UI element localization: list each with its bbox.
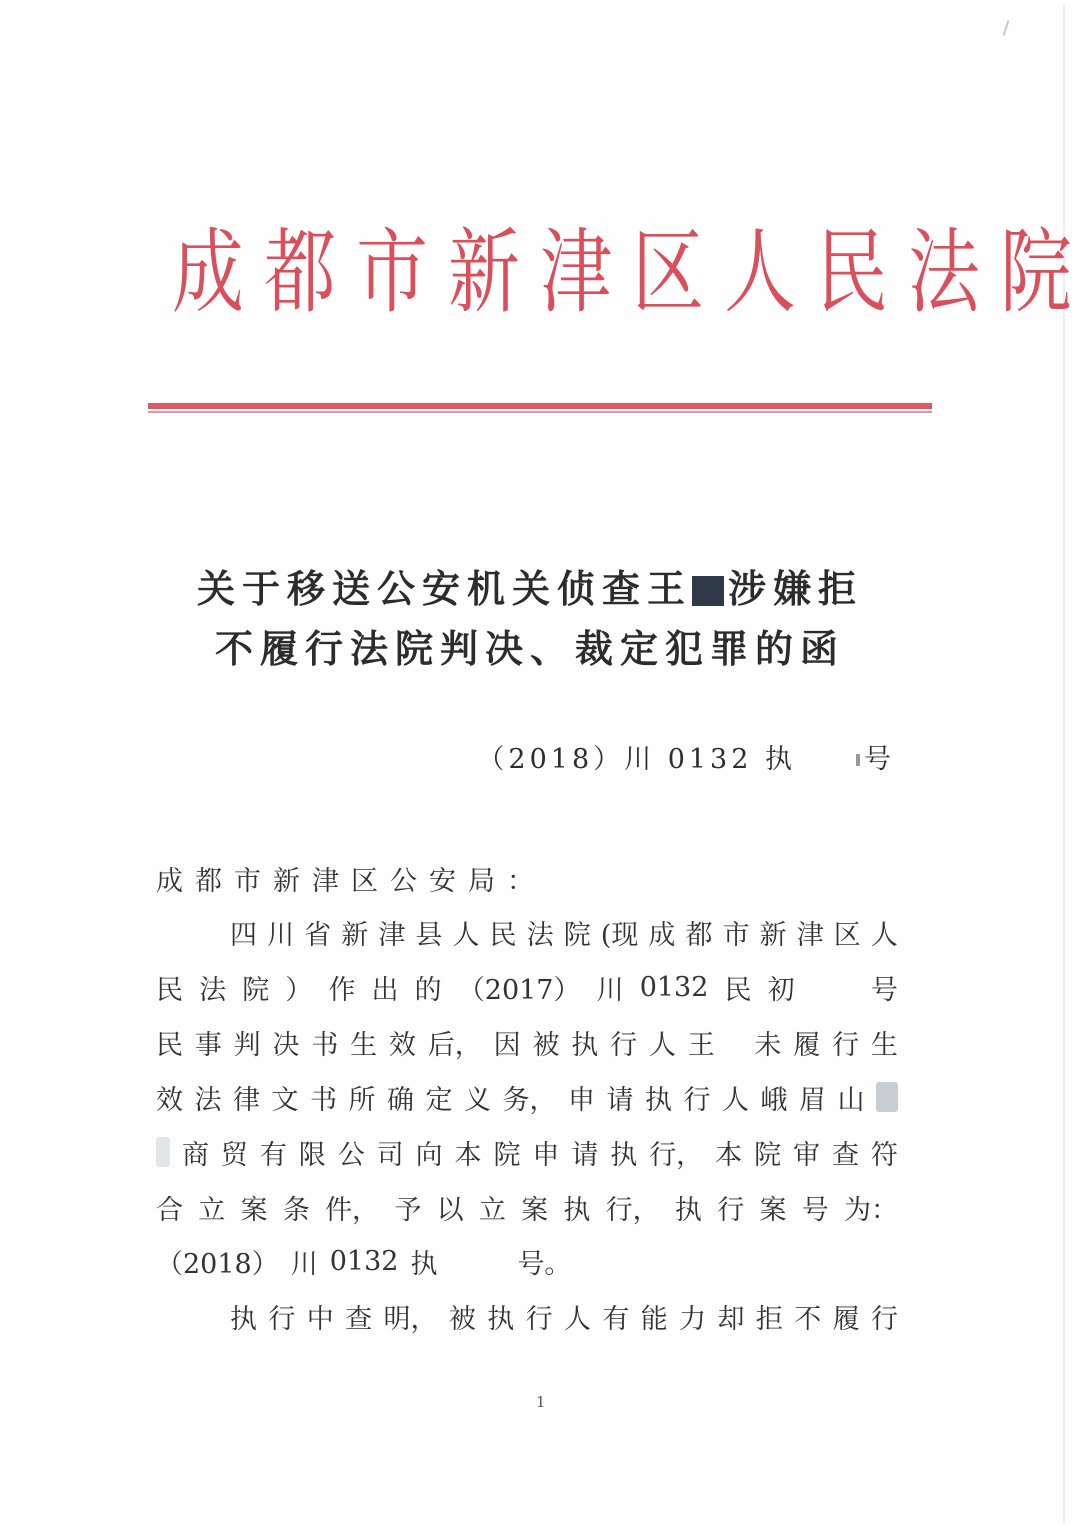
text-char: （2017） [457, 974, 581, 1006]
text-char: 川 [267, 919, 295, 951]
text-char: 以 [436, 1194, 464, 1226]
text-char: 明， [383, 1303, 438, 1335]
text-char: 公 [337, 1139, 365, 1171]
red-header-rule [148, 403, 932, 409]
text-char: 立 [478, 1194, 506, 1226]
text-char: 行 [525, 1303, 553, 1335]
text-char: 后， [427, 1029, 482, 1061]
redaction-block [692, 576, 724, 606]
text-char: ） [285, 974, 313, 1006]
text-char: 行 [683, 1084, 711, 1116]
text-char: 王 [687, 1029, 715, 1061]
text-char: 案 [759, 1194, 787, 1226]
masthead-char: 市 [356, 219, 428, 326]
text-char: 津 [796, 919, 824, 951]
text-char: 峨 [760, 1084, 788, 1116]
text-char: 四 [230, 919, 257, 951]
redaction-block [156, 1137, 170, 1167]
text-char: (现 [600, 919, 639, 951]
page-number: 1 [536, 1393, 546, 1411]
body-line [156, 1241, 898, 1281]
text-char: 书 [311, 1029, 339, 1061]
text-char: 申 [532, 1139, 560, 1171]
text-char: 民 [724, 974, 752, 1006]
text-char: 县 [415, 919, 443, 951]
text-char: ： [507, 865, 534, 897]
text-char: 院 [754, 1139, 782, 1171]
text-char: 向 [415, 1139, 443, 1171]
masthead-char: 津 [540, 219, 612, 326]
text-char: 却 [717, 1303, 745, 1335]
text-char: 查 [345, 1303, 373, 1335]
text-char: 川 [596, 974, 624, 1006]
text-char: 区 [351, 865, 378, 897]
text-char: 人 [722, 1084, 749, 1116]
text-char: 符 [870, 1139, 898, 1171]
text-char: 人 [648, 1029, 676, 1061]
text-char: 义 [464, 1084, 491, 1116]
text-char: 中 [306, 1303, 334, 1335]
text-char: 作 [328, 974, 356, 1006]
text-char: 有 [259, 1139, 287, 1171]
text-char: 司 [376, 1139, 404, 1171]
text-char: 案 [240, 1194, 268, 1226]
text-char: 效 [388, 1029, 416, 1061]
text-char: 津 [312, 865, 339, 897]
case-number [477, 737, 895, 776]
body-line [156, 1132, 898, 1172]
text-char: 眉 [799, 1084, 826, 1116]
text-char: 安 [429, 865, 456, 897]
body-line [156, 967, 898, 1007]
text-char: 本 [454, 1139, 482, 1171]
text-char: 执 [410, 1248, 438, 1280]
masthead-char: 都 [264, 219, 336, 326]
text-char: 执 [563, 1194, 591, 1226]
case-number-prefix: （2018）川 0132 执 [477, 744, 796, 775]
body-line [156, 1077, 898, 1117]
text-char: 为： [843, 1194, 898, 1226]
text-char: 局 [468, 865, 495, 897]
text-char: 执 [645, 1084, 672, 1116]
text-char: 新 [273, 865, 300, 897]
text-char: 执 [610, 1139, 638, 1171]
text-char: 0132 [329, 1245, 399, 1277]
text-char: 请 [606, 1084, 634, 1116]
text-char: 人 [870, 919, 898, 951]
text-char: 津 [378, 919, 406, 951]
text-char: 立 [198, 1194, 226, 1226]
text-char: 院 [493, 1139, 521, 1171]
text-char: 号。 [517, 1248, 572, 1280]
text-char: 执 [230, 1303, 257, 1335]
text-char: 执 [674, 1194, 702, 1226]
text-char: 民 [489, 919, 517, 951]
court-masthead [162, 218, 1073, 328]
body-line [156, 1022, 898, 1062]
text-char: 本 [715, 1139, 743, 1171]
text-char: 号 [870, 974, 898, 1006]
document-title-line-2 [160, 618, 900, 673]
text-char: 法 [526, 919, 554, 951]
text-char: 能 [640, 1303, 668, 1335]
text-char: 院 [242, 974, 270, 1006]
text-char: （2018） [156, 1248, 279, 1280]
text-char: 有 [602, 1303, 630, 1335]
title-text: 不履行法院判决、裁定犯罪的函 [214, 626, 845, 671]
text-char: 法 [194, 1084, 222, 1116]
text-char: 被 [448, 1303, 476, 1335]
text-char: 条 [282, 1194, 310, 1226]
text-char: 履 [793, 1029, 821, 1061]
text-char: 定 [425, 1084, 453, 1116]
text-char: 出 [371, 974, 399, 1006]
text-char: 公 [390, 865, 417, 897]
redaction-residue [856, 754, 860, 766]
text-char: 合 [156, 1194, 183, 1226]
addressee-line [156, 858, 898, 898]
body-line [156, 1187, 898, 1227]
text-char: 市 [234, 865, 261, 897]
text-char: 川 [290, 1248, 318, 1280]
text-char: 行 [610, 1029, 638, 1061]
masthead-char: 院 [1000, 219, 1073, 326]
title-text: 涉嫌拒 [728, 566, 864, 611]
text-char: 区 [833, 919, 861, 951]
text-char: 所 [348, 1084, 376, 1116]
text-char: 书 [310, 1084, 337, 1116]
text-char: 山 [837, 1084, 865, 1116]
body-line [230, 1296, 898, 1336]
text-char: 事 [194, 1029, 222, 1061]
masthead-char: 民 [816, 219, 889, 326]
text-char: 未 [754, 1029, 782, 1061]
text-char: 民 [156, 1029, 183, 1061]
title-text: 关于移送公安机关侦查王 [196, 566, 692, 611]
text-char: 被 [532, 1029, 560, 1061]
text-char: 确 [387, 1084, 414, 1116]
text-char: 申 [568, 1084, 595, 1116]
text-char: 0132 [639, 971, 709, 1003]
text-char: 初 [767, 974, 795, 1006]
redaction-block [876, 1082, 898, 1112]
text-char: 力 [679, 1303, 707, 1335]
masthead-char: 人 [724, 219, 796, 326]
text-char: 民 [156, 974, 183, 1006]
masthead-char: 新 [448, 219, 520, 326]
text-char: 行 [268, 1303, 296, 1335]
text-char: 都 [195, 865, 222, 897]
text-char: 新 [341, 919, 369, 951]
text-char: 履 [832, 1303, 860, 1335]
text-char: 文 [271, 1084, 299, 1116]
text-char: 效 [156, 1084, 183, 1116]
text-char: 拒 [755, 1303, 783, 1335]
text-char: 律 [233, 1084, 260, 1116]
text-char: 审 [793, 1139, 820, 1171]
case-number-suffix: 号 [864, 744, 895, 775]
text-char: 请 [571, 1139, 599, 1171]
text-char: 的 [414, 974, 442, 1006]
text-char: 予 [394, 1194, 422, 1226]
text-char: 法 [199, 974, 227, 1006]
text-char: 生 [870, 1029, 898, 1061]
text-char: 行 [832, 1029, 860, 1061]
masthead-char: 成 [172, 219, 244, 326]
text-char: 省 [304, 919, 332, 951]
text-char: 查 [831, 1139, 859, 1171]
document-title-line-1 [160, 558, 900, 613]
body-line [230, 912, 898, 952]
text-char: 新 [759, 919, 787, 951]
text-char: 行 [871, 1303, 898, 1335]
masthead-char: 区 [632, 219, 704, 326]
text-char: 不 [794, 1303, 822, 1335]
text-char: 贸 [220, 1139, 248, 1171]
text-char: 判 [233, 1029, 261, 1061]
text-char: 人 [452, 919, 480, 951]
text-char: 行 [717, 1194, 745, 1226]
text-char: 限 [298, 1139, 326, 1171]
text-char: 决 [272, 1029, 300, 1061]
text-char: 行， [605, 1194, 660, 1226]
text-char: 行， [649, 1139, 704, 1171]
text-char: 生 [350, 1029, 378, 1061]
text-char: 因 [493, 1029, 521, 1061]
red-header-rule-thin [148, 411, 932, 413]
masthead-char: 法 [908, 219, 981, 326]
text-char: 商 [181, 1139, 209, 1171]
text-char: 务， [502, 1084, 557, 1116]
text-char: 成 [156, 865, 183, 897]
text-char: 案 [521, 1194, 549, 1226]
text-char: 都 [685, 919, 713, 951]
text-char: 市 [722, 919, 750, 951]
text-char: 成 [648, 919, 676, 951]
pen-mark [1003, 20, 1010, 36]
text-char: 执 [571, 1029, 599, 1061]
text-char: 院 [563, 919, 591, 951]
text-char: 号 [801, 1194, 829, 1226]
text-char: 件， [325, 1194, 380, 1226]
text-char: 人 [564, 1303, 591, 1335]
text-char: 执 [487, 1303, 515, 1335]
